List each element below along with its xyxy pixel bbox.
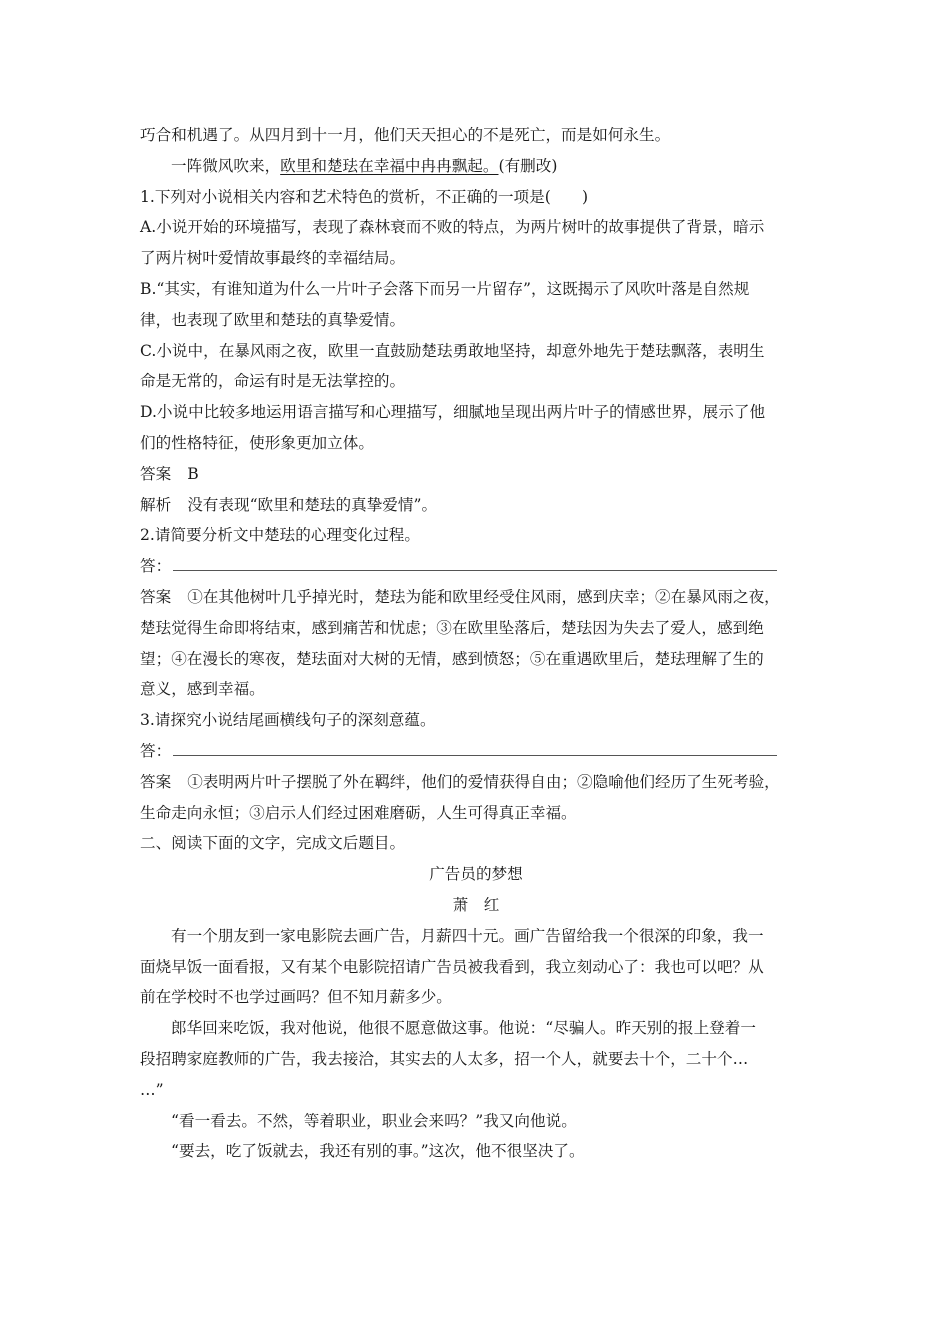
- paragraph-2-line2: 段招聘家庭教师的广告，我去接洽，其实去的人太多，招一个人，就要去十个，二十个…: [140, 1049, 749, 1068]
- passage-end-line: 巧合和机遇了。从四月到十一月，他们天天担心的不是死亡，而是如何永生。: [140, 126, 671, 144]
- article-title: 广告员的梦想: [429, 865, 523, 884]
- section-2-heading: 二、阅读下面的文字，完成文后题目。: [140, 834, 406, 853]
- underlined-sentence: 欧里和楚珐在幸福中冉冉飘起。: [280, 156, 499, 175]
- answer-prompt: 答：: [140, 741, 172, 760]
- answer-label: 答案: [140, 587, 172, 606]
- question-3-stem: 3.请探究小说结尾画横线句子的深刻意蕴。: [140, 711, 436, 730]
- q2-answer-line2: 楚珐觉得生命即将结束，感到痛苦和忧虑；③在欧里坠落后，楚珐因为失去了爱人，感到绝: [140, 618, 764, 637]
- answer-label: 答案: [140, 772, 172, 791]
- q1-option-c-line1: C.小说中，在暴风雨之夜，欧里一直鼓励楚珐勇敢地坚持，却意外地先于楚珐飘落，表明生: [140, 341, 765, 360]
- answer-text: ①表明两片叶子摆脱了外在羁绊，他们的爱情获得自由；②隐喻他们经历了生死考验，: [187, 772, 780, 791]
- q3-answer-line2: 生命走向永恒；③启示人们经过困难磨砺，人生可得真正幸福。: [140, 803, 577, 822]
- answer-label: 答案: [140, 464, 172, 483]
- source-note: (有删改): [498, 156, 558, 175]
- paragraph-1-line1: 有一个朋友到一家电影院去画广告，月薪四十元。画广告留给我一个很深的印象，我一: [171, 926, 764, 945]
- q1-option-d-line1: D.小说中比较多地运用语言描写和心理描写，细腻地呈现出两片叶子的情感世界，展示了他: [140, 403, 766, 422]
- answer-prompt: 答：: [140, 557, 172, 576]
- final-sentence-prefix: 一阵微风吹来，: [171, 156, 281, 175]
- passage-final-sentence: [140, 151, 812, 182]
- paragraph-2-line1: 郎华回来吃饭，我对他说，他很不愿意做这事。他说：“尽骗人。昨天别的报上登着一: [171, 1019, 756, 1038]
- q3-answer-blank: [140, 736, 812, 767]
- paragraph-2-line3: …”: [140, 1080, 164, 1099]
- q1-option-b-line1: B.“其实，有谁知道为什么一片叶子会落下而另一片留存”，这既揭示了风吹叶落是自然规: [140, 279, 750, 298]
- q1-option-c-line2: 命是无常的，命运有时是无法掌控的。: [140, 372, 406, 391]
- q1-option-a-line2: 了两片树叶爱情故事最终的幸福结局。: [140, 249, 406, 268]
- q1-option-b-line2: 律，也表现了欧里和楚珐的真挚爱情。: [140, 310, 406, 329]
- q2-answer-line1: [140, 582, 812, 613]
- paragraph-1-line2: 面烧早饭一面看报，又有某个电影院招请广告员被我看到，我立刻动心了：我也可以吧？从: [140, 957, 764, 976]
- answer-text: ①在其他树叶几乎掉光时，楚珐为能和欧里经受住风雨，感到庆幸；②在暴风雨之夜，: [187, 587, 780, 606]
- answer-blank-line[interactable]: [173, 552, 777, 571]
- question-1-stem: 1.下列对小说相关内容和艺术特色的赏析，不正确的一项是( ): [140, 187, 589, 206]
- article-author: 萧 红: [452, 895, 500, 914]
- document-page: [140, 120, 812, 1167]
- analysis-label: 解析: [140, 495, 172, 514]
- paragraph-3: “看一看去。不然，等着职业，职业会来吗？”我又向他说。: [171, 1111, 577, 1130]
- q1-option-d-line2: 们的性格特征，使形象更加立体。: [140, 433, 374, 452]
- q2-answer-line4: 意义，感到幸福。: [140, 680, 265, 699]
- paragraph-4: “要去，吃了饭就去，我还有别的事。”这次，他不很坚决了。: [171, 1142, 585, 1161]
- answer-blank-line[interactable]: [173, 737, 777, 756]
- q3-answer-line1: [140, 767, 812, 798]
- q1-analysis: [140, 490, 812, 521]
- answer-value: B: [187, 464, 199, 483]
- q1-option-a-line1: A.小说开始的环境描写，表现了森林衰而不败的特点，为两片树叶的故事提供了背景，暗示: [140, 218, 765, 237]
- paragraph-1-line3: 前在学校时不也学过画吗？但不知月薪多少。: [140, 988, 452, 1007]
- q2-answer-blank: [140, 551, 812, 582]
- analysis-text: 没有表现“欧里和楚珐的真挚爱情”。: [187, 495, 438, 514]
- question-2-stem: 2.请简要分析文中楚珐的心理变化过程。: [140, 526, 420, 545]
- q1-answer: [140, 459, 812, 490]
- q2-answer-line3: 望；④在漫长的寒夜，楚珐面对大树的无情，感到愤怒；⑤在重遇欧里后，楚珐理解了生的: [140, 649, 764, 668]
